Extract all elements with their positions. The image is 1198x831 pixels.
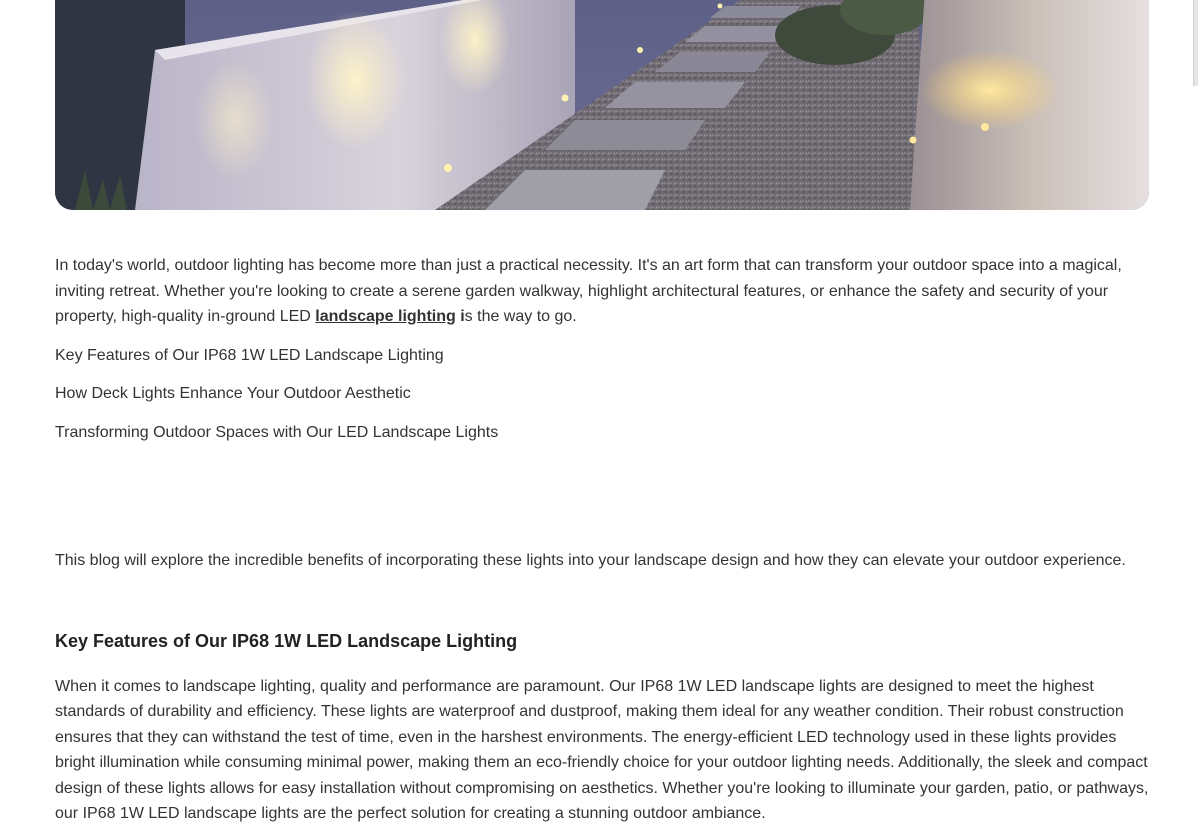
intro-bold-char: i (460, 308, 465, 325)
hero-image (55, 0, 1149, 210)
toc-item-deck-lights: How Deck Lights Enhance Your Outdoor Aesthetic (55, 385, 411, 402)
section-heading-key-features: Key Features of Our IP68 1W LED Landscape Lighting (55, 630, 518, 651)
blog-intro-note: This blog will explore the incredible benefits of incorporating these lights into your landscape design and how they can elevate your outdoor experience. (55, 552, 1126, 569)
intro-text: In today's world, outdoor lighting has become more than just a practical necessity. It's an art form that can transform your outdoor space into a magical, inviting retreat. Whether you're looking to create a serene garden walkway, highlight architectural features, or enhance the safety and security of your property, high-quality in-ground LED (55, 257, 1122, 325)
section-body-key-features: When it comes to landscape lighting, quality and performance are paramount. Our IP68 1W LED landscape lights are designed to meet the highest standards of durability and efficiency. These lights are waterproof and dustproof, making them ideal for any weather condition. Their robust construction ensures that they can withstand the test of time, even in the harshest environments. The energy-efficient LED technology used in these lights provides bright illumination while consuming minimal power, making them an eco-friendly choice for your outdoor lighting needs. Additionally, the sleek and compact design of these lights allows for easy installation without compromising on aesthetics. Whether you're looking to illuminate your garden, patio, or pathways, our IP68 1W LED landscape lights are the perfect solution for creating a stunning outdoor ambiance. (55, 677, 1149, 822)
article-content (55, 253, 1149, 827)
spacer (55, 458, 1149, 548)
scrollbar-thumb[interactable] (1193, 0, 1198, 86)
intro-paragraph (55, 253, 1149, 330)
toc-item-transforming-spaces: Transforming Outdoor Spaces with Our LED Landscape Lights (55, 423, 499, 441)
landscape-lighting-link[interactable]: landscape lighting (315, 308, 456, 325)
toc-item-key-features: Key Features of Our IP68 1W LED Landscape Lighting (55, 346, 444, 364)
intro-text-end: s the way to go. (464, 308, 577, 325)
